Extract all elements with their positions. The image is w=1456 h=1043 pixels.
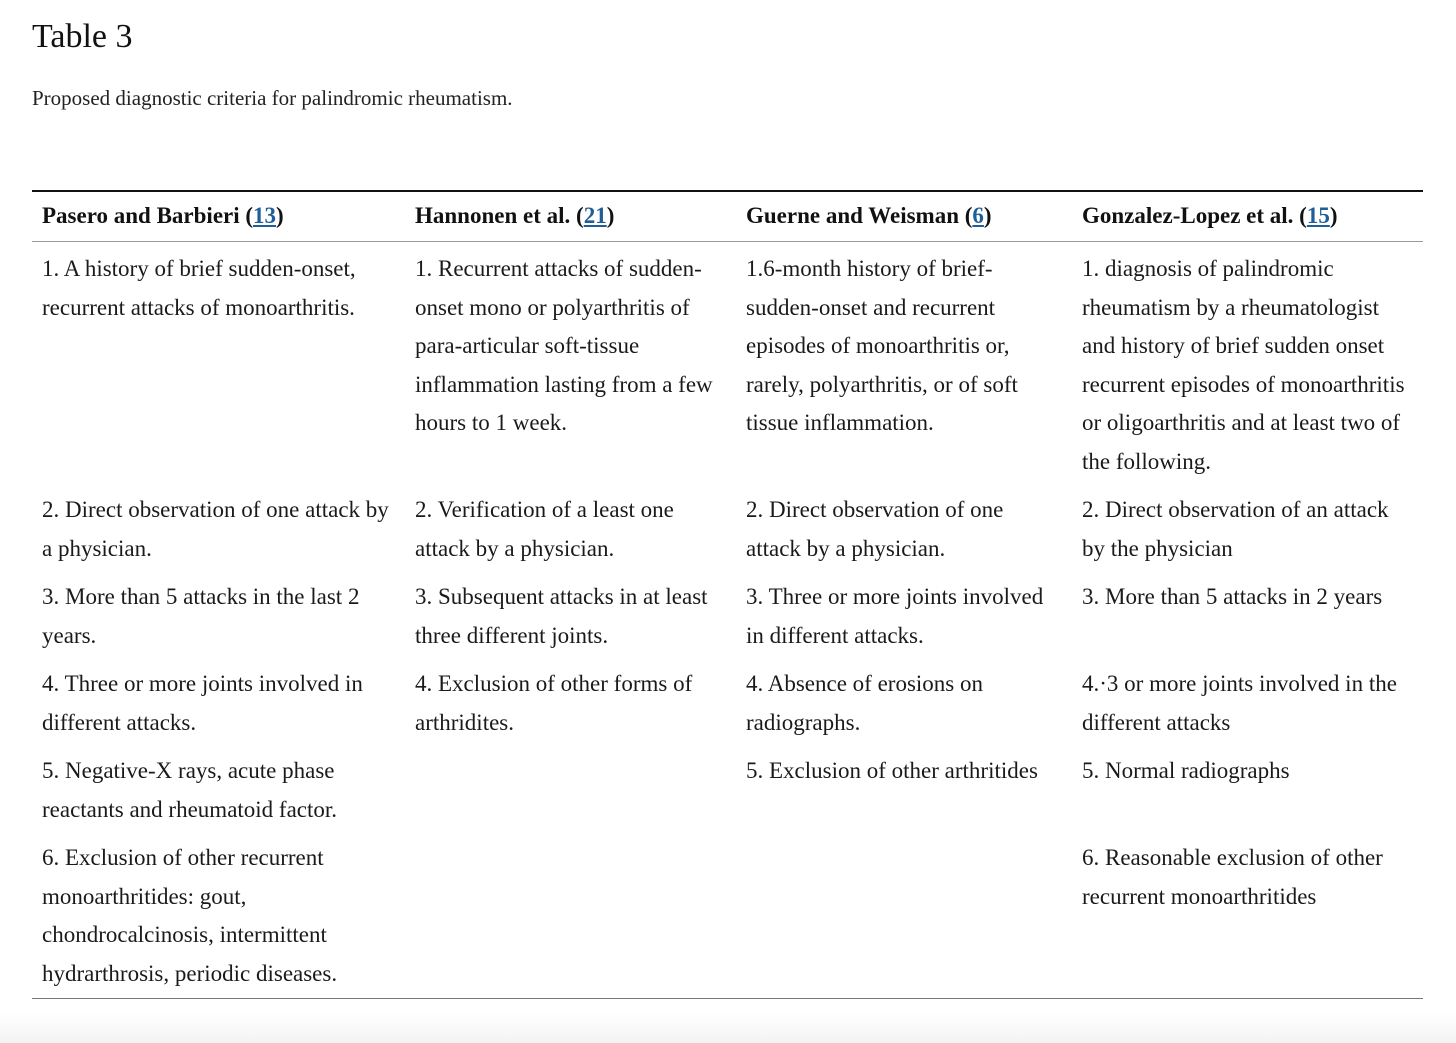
table-row: [32, 573, 1423, 660]
table-row: [32, 834, 1423, 999]
table-cell: 4.·3 or more joints involved in the different attacks: [1082, 671, 1397, 735]
table-cell: 5. Negative-X rays, acute phase reactants and rheumatoid factor.: [42, 758, 338, 822]
table-cell: 2. Direct observation of one attack by a physician.: [42, 497, 389, 561]
table-cell: [736, 834, 1072, 999]
table-cell: [405, 747, 736, 834]
table-cell: 2. Direct observation of one attack by a physician.: [746, 497, 1004, 561]
table-row: [32, 242, 1423, 487]
table-cell: 4. Exclusion of other forms of arthridites.: [415, 671, 693, 735]
column-header-close: ): [276, 203, 284, 228]
table-cell: 6. Exclusion of other recurrent monoarthritides: gout, chondrocalcinosis, intermittent hydrarthrosis, periodic diseases.: [42, 845, 338, 986]
column-header-close: ): [1329, 203, 1338, 228]
column-header-hannonen: [405, 191, 736, 242]
column-header-gonzalez-lopez: [1072, 191, 1423, 242]
table-cell: 3. Subsequent attacks in at least three different joints.: [415, 584, 708, 648]
table-cell: 5. Exclusion of other arthritides: [746, 758, 1038, 783]
header-row: [32, 191, 1423, 242]
table-cell: 1.6-month history of brief-sudden-onset and recurrent episodes of monoarthritis or, rarely, polyarthritis, or of soft tissue inflammation.: [746, 256, 1018, 435]
reference-link-13[interactable]: 13: [253, 203, 277, 228]
table-cell: 3. Three or more joints involved in different attacks.: [746, 584, 1044, 648]
column-header-label: Gonzalez-Lopez et al. (: [1082, 203, 1307, 228]
table-row: [32, 486, 1423, 573]
table-cell: 2. Verification of a least one attack by a physician.: [415, 497, 674, 561]
column-header-pasero: [32, 191, 405, 242]
column-header-close: ): [606, 203, 615, 228]
criteria-table: [32, 190, 1423, 999]
table-cell: 1. A history of brief sudden-onset, recurrent attacks of monoarthritis.: [42, 256, 356, 320]
table-cell: 2. Direct observation of an attack by the physician: [1082, 497, 1389, 561]
table-cell: 1. diagnosis of palindromic rheumatism by a rheumatologist and history of brief sudden onset recurrent episodes of monoarthritis or oligoarthritis and at least two of the following.: [1082, 256, 1405, 474]
table-cell: 4. Three or more joints involved in different attacks.: [42, 671, 363, 735]
column-header-label: Hannonen et al. (: [415, 203, 584, 228]
reference-link-6[interactable]: 6: [972, 203, 984, 228]
table-cell: 3. More than 5 attacks in 2 years: [1082, 584, 1383, 609]
table-caption: Proposed diagnostic criteria for palindromic rheumatism.: [32, 86, 513, 110]
column-header-guerne: [736, 191, 1072, 242]
table-cell: [405, 834, 736, 999]
table-cell: 6. Reasonable exclusion of other recurrent monoarthritides: [1082, 845, 1383, 909]
table-row: [32, 660, 1423, 747]
column-header-close: ): [983, 203, 992, 228]
table-cell: 4. Absence of erosions on radiographs.: [746, 671, 983, 735]
reference-link-21[interactable]: 21: [583, 203, 607, 228]
table-row: [32, 747, 1423, 834]
page-title: Table 3: [32, 18, 133, 55]
bottom-shadow: [0, 1013, 1456, 1043]
column-header-label: Pasero and Barbieri (: [42, 203, 254, 228]
table-cell: 5. Normal radiographs: [1082, 758, 1290, 783]
column-header-label: Guerne and Weisman (: [746, 203, 973, 228]
reference-link-15[interactable]: 15: [1306, 203, 1330, 228]
table-cell: 1. Recurrent attacks of sudden-onset mono or polyarthritis of para-articular soft-tissue inflammation lasting from a few hours to 1 week.: [415, 256, 713, 435]
table-cell: 3. More than 5 attacks in the last 2 years.: [42, 584, 360, 648]
